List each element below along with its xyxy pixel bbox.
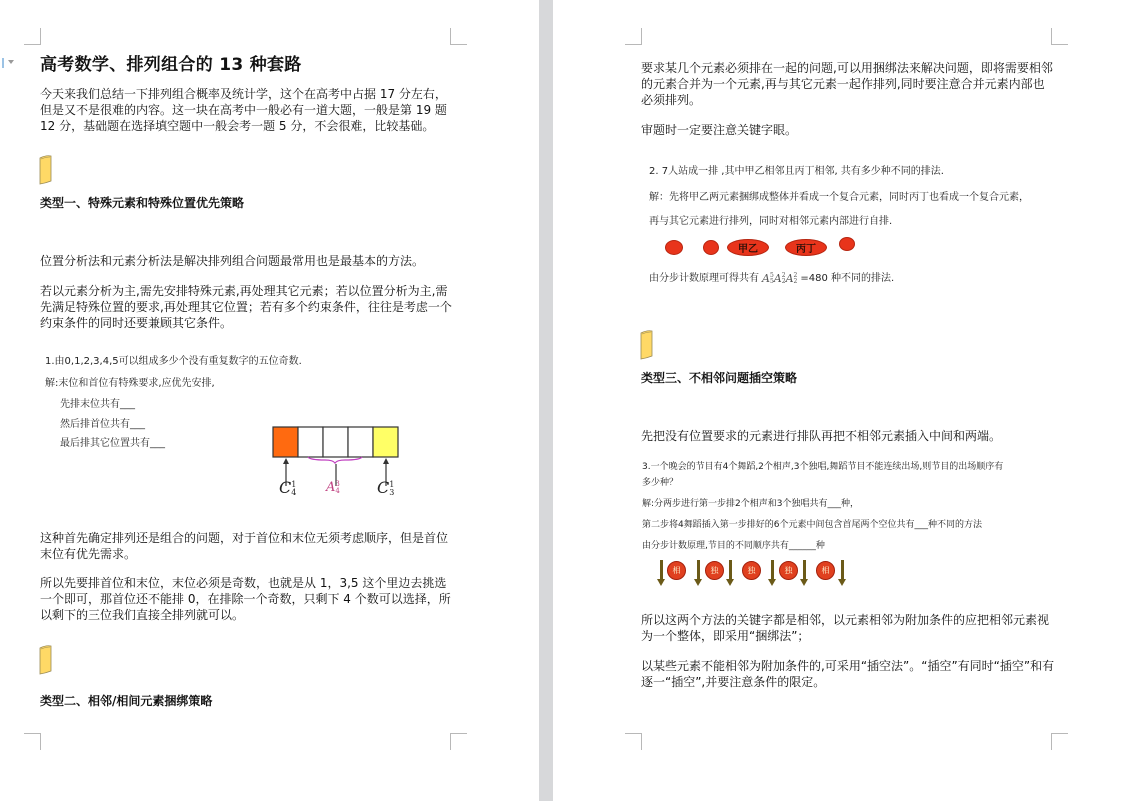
section-heading-type1: 类型一、特殊元素和特殊位置优先策略: [40, 196, 245, 210]
section-heading-type3: 类型三、不相邻问题插空策略: [641, 371, 798, 385]
type3-paragraph: 所以这两个方法的关键字都是相邻，以元素相邻为附加条件的应把相邻元素视为一个整体，即采用“捆绑法”；: [641, 613, 1050, 643]
arrow-down-icon: [841, 560, 844, 580]
type1-paragraph: 这种首先确定排列还是组合的问题，对于首位和末位无须考虑顺序，但是首位末位有优先需求。: [40, 531, 449, 561]
example-step: 先排末位共有___: [60, 399, 135, 410]
example-step: 然后排首位共有___: [60, 419, 145, 430]
formula-a43: A 3 4: [326, 479, 340, 495]
type2-paragraph: 要求某几个元素必须排在一起的问题,可以用捆绑法来解决问题，即将需要相邻的元素合并为一个元素,再与其它元素一起作排列,同时要注意合并元素内部也必须排列。: [641, 61, 1053, 107]
person-circle: [665, 240, 683, 255]
paragraph-marker: [2, 58, 4, 68]
person-circle: [703, 240, 719, 255]
arrow-down-icon: [729, 560, 732, 580]
arrow-down-icon: [697, 560, 700, 580]
formula: A 5 5 A 2 2 A 2 2: [762, 272, 798, 285]
last-position-box: [373, 427, 398, 457]
margin-corner-mark: [24, 733, 41, 750]
example-solution: 解:末位和首位有特殊要求,应优先安排,: [45, 378, 215, 389]
example-step: 最后排其它位置共有___: [60, 438, 165, 449]
section-heading-type2: 类型二、相邻/相间元素捆绑策略: [40, 694, 213, 708]
example-question: 多少种？: [642, 478, 679, 488]
type1-paragraph: 所以先要排首位和末位，末位必须是奇数，也就是从 1，3,5 这个里边去挑选一个即可，那首位还不能排 0，在排除一个奇数，只剩下 4 个数可以选择，所以剩下的三位我们直接全排列就可以。: [40, 576, 451, 622]
scroll-icon: [640, 330, 653, 360]
program-ball: 相: [816, 561, 835, 580]
margin-corner-mark: [625, 28, 642, 45]
margin-corner-mark: [1051, 733, 1068, 750]
bundled-group: [727, 239, 769, 256]
margin-corner-mark: [625, 733, 642, 750]
document-title: 高考数学、排列组合的 13 种套路: [40, 55, 302, 75]
document-page-right: [553, 0, 1138, 801]
group-label: 丙丁: [796, 244, 816, 255]
example-result: 由分步计数原理可得共有 A 5 5 A 2 2 A 2 2 =480 种不同的排法.: [649, 272, 895, 285]
example-solution: 解：先将甲乙两元素捆绑成整体并看成一个复合元素，同时丙丁也看成一个复合元素，: [649, 192, 1029, 203]
type3-paragraph: 先把没有位置要求的元素进行排队再把不相邻元素插入中间和两端。: [641, 429, 1002, 443]
arrow-down-icon: [771, 560, 774, 580]
type3-paragraph: 以某些元素不能相邻为附加条件的,可采用“插空法”。“插空”有同时“插空”和有逐一“插空”,并要注意条件的限定。: [641, 659, 1055, 689]
type2-paragraph: 审题时一定要注意关键字眼。: [641, 123, 798, 137]
formula-c31: C 1 3: [377, 478, 395, 497]
arrow-down-icon: [660, 560, 663, 580]
middle-position-box: [323, 427, 348, 457]
example-solution: 由分步计数原理,节目的不同顺序共有______种: [642, 541, 825, 551]
example-question: 1.由0,1,2,3,4,5可以组成多少个没有重复数字的五位奇数.: [45, 356, 302, 367]
margin-corner-mark: [450, 733, 467, 750]
margin-corner-mark: [1051, 28, 1068, 45]
group-label: 甲乙: [738, 244, 758, 255]
program-ball: 相: [667, 561, 686, 580]
example-question: 2. 7人站成一排 ,其中甲乙相邻且丙丁相邻, 共有多少种不同的排法.: [649, 166, 944, 177]
middle-position-box: [298, 427, 323, 457]
formula-c41: C 1 4: [279, 478, 297, 497]
program-ball: 独: [705, 561, 724, 580]
example-solution: 第二步将4舞蹈插入第一步排好的6个元素中间包含首尾两个空位共有___种不同的方法: [642, 520, 982, 530]
intro-paragraph: 今天来我们总结一下排列组合概率及统计学，这个在高考中占据 17 分左右，但是又不是很难的内容。这一块在高考中一般必有一道大题，一般是第 19 题 12 分，基础题在选择填空题中一般会考一题 5 分，不会很难，比较基础。: [40, 87, 447, 133]
first-position-box: [273, 427, 298, 457]
example-question: 3.一个晚会的节目有4个舞蹈,2个相声,3个独唱,舞蹈节目不能连续出场,则节目的出场顺序有: [642, 462, 1004, 472]
arrow-down-icon: [803, 560, 806, 580]
scroll-icon: [39, 155, 52, 185]
document-page-left: [0, 0, 539, 801]
middle-position-box: [348, 427, 373, 457]
program-ball: 独: [779, 561, 798, 580]
example-solution: 再与其它元素进行排列，同时对相邻元素内部进行自排.: [649, 216, 893, 227]
type1-paragraph: 位置分析法和元素分析法是解决排列组合问题最常用也是最基本的方法。: [40, 254, 425, 268]
page-gutter: [539, 0, 553, 801]
program-ball: 独: [742, 561, 761, 580]
type1-paragraph: 若以元素分析为主,需先安排特殊元素,再处理其它元素；若以位置分析为主,需先满足特殊位置的要求,再处理其它位置；若有多个约束条件，往往是考虑一个约束条件的同时还要兼顾其它条件。: [40, 284, 452, 330]
brace: [308, 457, 362, 463]
example-solution: 解:分两步进行第一步排2个相声和3个独唱共有___种，: [642, 499, 859, 509]
margin-corner-mark: [24, 28, 41, 45]
bundled-group: [785, 239, 827, 256]
person-circle: [839, 237, 855, 251]
scroll-icon: [39, 645, 52, 675]
margin-corner-mark: [450, 28, 467, 45]
dropdown-arrow-icon[interactable]: [8, 60, 14, 64]
